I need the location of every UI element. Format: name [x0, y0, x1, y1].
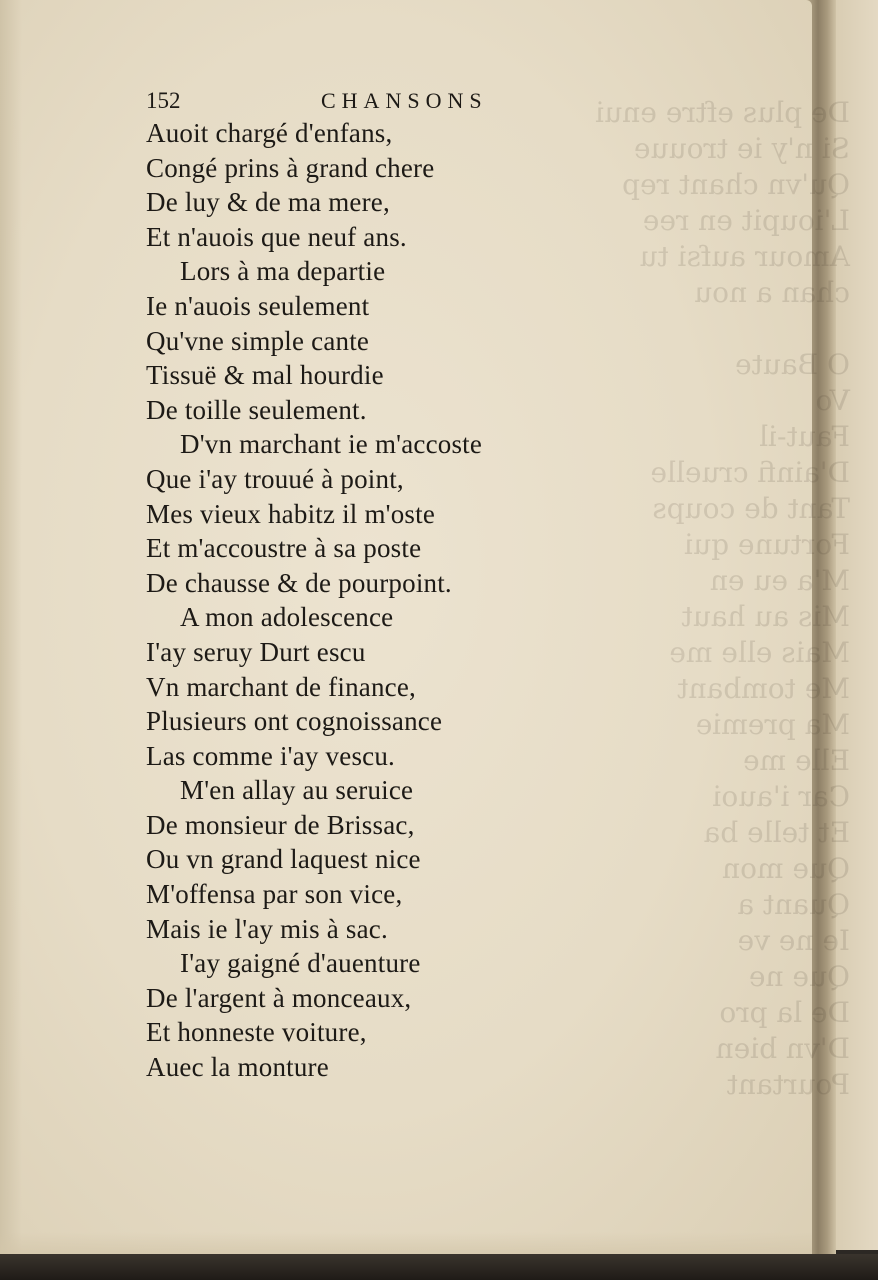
running-head: CHANSONS [321, 88, 488, 113]
verse-line: Congé prins à grand chere [146, 152, 435, 183]
page-number: 152 [146, 88, 181, 113]
verse-line: D'vn marchant ie m'accoste [180, 429, 483, 460]
verse-line: Et m'accoustre à sa poste [146, 533, 422, 564]
verse-line: Mais ie l'ay mis à sac. [146, 913, 388, 944]
verse-line: De l'argent à monceaux, [146, 982, 412, 1013]
verse-line: Et n'auois que neuf ans. [146, 221, 407, 252]
verse-text [146, 88, 706, 1085]
verse-line: Tissuë & mal hourdie [146, 360, 384, 391]
show-through-text: De plus eftre enui Si n'y ie trouue Qu'vn chant rep L'ioupit en ree Amour aufsi tu chan a nou O Baute Vo Faut-il D'ainfi cruelle Tant de coups Fortune qui M'a eu en Mis au haut Mais elle me Me tombant Ma premie Elle me Car i'auoi Et telle ba Que mon Quant a Ie ne ve Que ne De la pro D'vn bien Pourtant [595, 96, 850, 1101]
verse-line: M'en allay au seruice [180, 775, 414, 806]
verse-line: De luy & de ma mere, [146, 187, 390, 218]
verse-line: Ie n'auois seulement [146, 290, 370, 321]
verse-line: I'ay gaigné d'auenture [180, 948, 421, 979]
verse-lines [146, 116, 706, 1085]
verse-line: Que i'ay trouué à point, [146, 463, 404, 494]
page-header [146, 88, 706, 114]
verse-line: Mes vieux habitz il m'oste [146, 498, 436, 529]
verse-line: Ou vn grand laquest nice [146, 844, 421, 875]
verse-line: Auoit chargé d'enfans, [146, 118, 393, 148]
verse-line: I'ay seruy Durt escu [146, 636, 366, 667]
verse-line: Las comme i'ay vescu. [146, 740, 395, 771]
verse-line: De monsieur de Brissac, [146, 809, 415, 840]
verse-line: Lors à ma departie [180, 256, 386, 287]
verse-line: A mon adolescence [180, 602, 394, 633]
book-cover-edge [0, 1254, 878, 1280]
verse-line: Vn marchant de finance, [146, 671, 416, 702]
verse-line: Plusieurs ont cognoissance [146, 706, 443, 737]
verse-line: Et honneste voiture, [146, 1017, 367, 1048]
verse-line: De chausse & de pourpoint. [146, 567, 452, 598]
verse-line: M'offensa par son vice, [146, 879, 403, 910]
verse-line: Auec la monture [146, 1052, 329, 1083]
verse-line: Qu'vne simple cante [146, 325, 370, 356]
verse-line: De toille seulement. [146, 394, 367, 425]
